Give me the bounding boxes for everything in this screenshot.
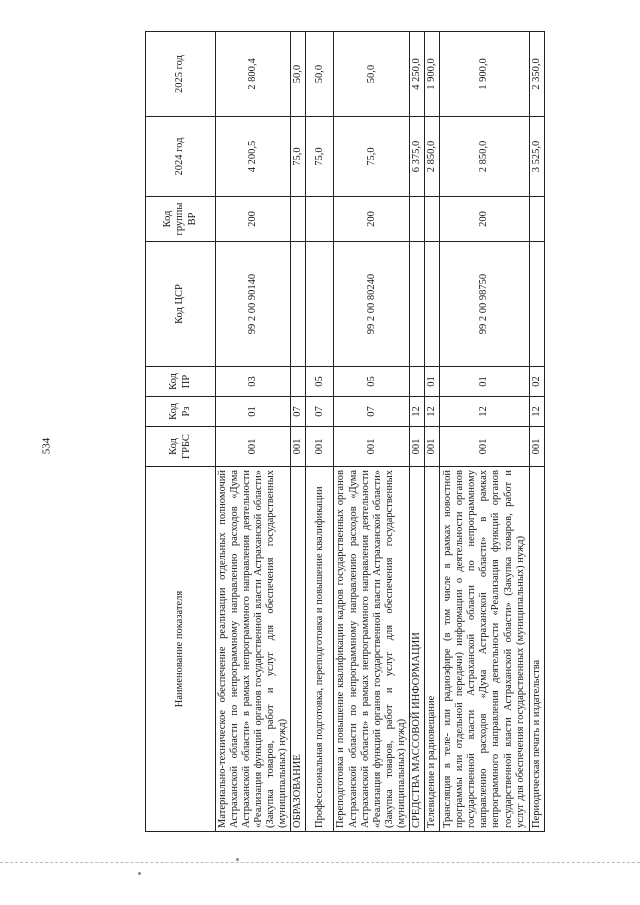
row-csr bbox=[291, 242, 306, 367]
row-name: Периодическая печать и издательства bbox=[529, 467, 544, 832]
header-vr: Код группы ВР bbox=[146, 197, 216, 242]
budget-table bbox=[145, 31, 545, 832]
scan-speck bbox=[236, 858, 239, 861]
row-grbs: 001 bbox=[216, 427, 291, 467]
row-rz: 07 bbox=[334, 397, 409, 427]
row-2024: 75,0 bbox=[291, 117, 306, 197]
row-name: Материально-техническое обеспечение реализации отдельных полномочий Астраханской области по непрограммному направлению расходов «Дума Астраханской области» в рамках непрограммного направления деятельности «Реализация функций органов государственной власти Астраханской области» (Закупка товаров, работ и услуг для обеспечения государственных (муниципальных) нужд) bbox=[216, 467, 291, 832]
row-rz: 07 bbox=[291, 397, 306, 427]
header-csr: Код ЦСР bbox=[146, 242, 216, 367]
row-pr bbox=[409, 367, 424, 397]
row-vr bbox=[409, 197, 424, 242]
row-name: СРЕДСТВА МАССОВОЙ ИНФОРМАЦИИ bbox=[409, 467, 424, 832]
row-csr bbox=[424, 242, 439, 367]
row-vr bbox=[424, 197, 439, 242]
table-row bbox=[291, 32, 306, 832]
budget-table-frame bbox=[145, 32, 542, 832]
row-2025: 2 350,0 bbox=[529, 32, 544, 117]
header-pr: Код ПР bbox=[146, 367, 216, 397]
row-vr bbox=[291, 197, 306, 242]
row-csr bbox=[409, 242, 424, 367]
header-grbs: Код ГРБС bbox=[146, 427, 216, 467]
scan-edge-line bbox=[0, 862, 640, 863]
scan-speck bbox=[138, 872, 141, 875]
table-row bbox=[306, 32, 334, 832]
header-2025: 2025 год bbox=[146, 32, 216, 117]
row-2025: 50,0 bbox=[334, 32, 409, 117]
row-2024: 75,0 bbox=[306, 117, 334, 197]
row-grbs: 001 bbox=[424, 427, 439, 467]
table-row bbox=[216, 32, 291, 832]
row-grbs: 001 bbox=[409, 427, 424, 467]
table-row bbox=[424, 32, 439, 832]
table-row bbox=[409, 32, 424, 832]
row-rz: 12 bbox=[424, 397, 439, 427]
row-csr: 99 2 00 98750 bbox=[439, 242, 529, 367]
row-2024: 3 525,0 bbox=[529, 117, 544, 197]
table-row bbox=[334, 32, 409, 832]
row-csr: 99 2 00 80240 bbox=[334, 242, 409, 367]
row-2024: 6 375,0 bbox=[409, 117, 424, 197]
row-grbs: 001 bbox=[291, 427, 306, 467]
row-pr: 05 bbox=[334, 367, 409, 397]
row-rz: 12 bbox=[439, 397, 529, 427]
row-grbs: 001 bbox=[439, 427, 529, 467]
row-pr: 03 bbox=[216, 367, 291, 397]
row-vr bbox=[529, 197, 544, 242]
header-rz: Код Рз bbox=[146, 397, 216, 427]
row-csr bbox=[306, 242, 334, 367]
row-2025: 1 900,0 bbox=[439, 32, 529, 117]
row-rz: 01 bbox=[216, 397, 291, 427]
row-name: ОБРАЗОВАНИЕ bbox=[291, 467, 306, 832]
row-2025: 50,0 bbox=[306, 32, 334, 117]
table-header-row bbox=[146, 32, 216, 832]
row-pr: 01 bbox=[439, 367, 529, 397]
row-2025: 4 250,0 bbox=[409, 32, 424, 117]
row-vr bbox=[306, 197, 334, 242]
row-rz: 12 bbox=[529, 397, 544, 427]
row-2025: 2 800,4 bbox=[216, 32, 291, 117]
row-2025: 50,0 bbox=[291, 32, 306, 117]
row-grbs: 001 bbox=[306, 427, 334, 467]
row-2024: 2 850,0 bbox=[424, 117, 439, 197]
row-2024: 2 850,0 bbox=[439, 117, 529, 197]
row-pr: 02 bbox=[529, 367, 544, 397]
row-rz: 12 bbox=[409, 397, 424, 427]
row-vr: 200 bbox=[334, 197, 409, 242]
page-number: 534 bbox=[40, 437, 53, 455]
table-row bbox=[529, 32, 544, 832]
row-csr: 99 2 00 90140 bbox=[216, 242, 291, 367]
row-pr bbox=[291, 367, 306, 397]
row-2025: 1 900,0 bbox=[424, 32, 439, 117]
row-vr: 200 bbox=[216, 197, 291, 242]
row-pr: 01 bbox=[424, 367, 439, 397]
row-name: Переподготовка и повышение квалификации кадров государственных органов Астраханской области по непрограммному направлению расходов «Дума Астраханской области» в рамках непрограммного направления деятельности «Реализация функций органов государственной власти Астраханской области» (Закупка товаров, работ и услуг для обеспечения государственных (муниципальных) нужд) bbox=[334, 467, 409, 832]
row-name: Телевидение и радиовещание bbox=[424, 467, 439, 832]
header-name: Наименование показателя bbox=[146, 467, 216, 832]
row-name: Трансляция в теле- или радиоэфире (в том числе в рамках новостной программы или отдельной передачи) информации о деятельности органов государственной власти Астраханской области по непрограммному направлению расходов «Дума Астраханской области» в рамках непрограммного направления деятельности «Реализация функций органов государственной власти Астраханской области» (Закупка товаров, работ и услуг для обеспечения государственных (муниципальных) нужд) bbox=[439, 467, 529, 832]
row-rz: 07 bbox=[306, 397, 334, 427]
row-vr: 200 bbox=[439, 197, 529, 242]
row-name: Профессиональная подготовка, переподготовка и повышение квалификации bbox=[306, 467, 334, 832]
header-2024: 2024 год bbox=[146, 117, 216, 197]
row-pr: 05 bbox=[306, 367, 334, 397]
row-grbs: 001 bbox=[334, 427, 409, 467]
row-2024: 75,0 bbox=[334, 117, 409, 197]
table-row bbox=[439, 32, 529, 832]
row-2024: 4 200,5 bbox=[216, 117, 291, 197]
row-grbs: 001 bbox=[529, 427, 544, 467]
row-csr bbox=[529, 242, 544, 367]
